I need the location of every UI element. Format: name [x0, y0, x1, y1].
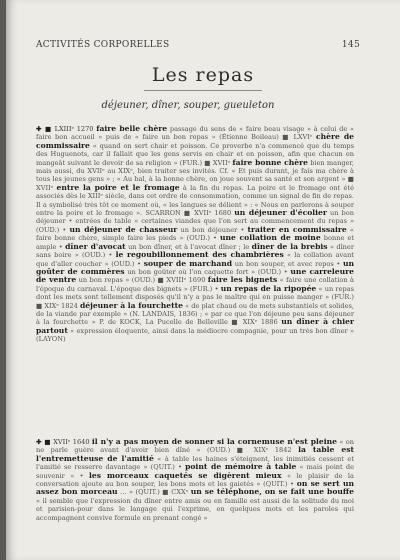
book-page [6, 0, 400, 560]
expression-term: la table est l'entremetteuse de l'amitié [36, 445, 354, 463]
expression-term: il n'y a pas moyen de sonner si la cornemuse n'est pleine [91, 437, 337, 446]
expression-term: dîner de la brebis [251, 241, 328, 251]
expression-gloss: « faire une collation à l'époque du carnaval. L'époque des bignets » (FUR.) • [36, 276, 354, 293]
expression-term: un repas de la ripopée [220, 283, 317, 293]
expression-gloss: « faire bonne chère, simple faire les pieds » (OUD.) • [36, 225, 354, 243]
expression-term: souper de marchand [143, 258, 233, 268]
expression-term: on se sert un assez bon morceau [36, 479, 354, 497]
expression-term: dîner d'avocat [65, 241, 126, 251]
section-title: ACTIVITÉS CORPORELLES [36, 40, 170, 50]
expression-term: un goûter de commères [36, 258, 354, 276]
expression-gloss: à la fin du repas. La poire et le fromage ont été associés dès le XIIIᵉ siècle, dans cet ordre de consommation, comme un signal de fin de repas. Il a symbolisé très tôt ce moment où, « les langues se délient » : « Nous en parlerons à souper entre la poire et le fromage ». SCARRON ■ XVIIᵉ 1680 [36, 183, 354, 218]
entry-marker: ✚ ■ [36, 438, 51, 446]
expression-gloss: « quand on sert chair et poisson. Ce proverbe n'a commencé que du temps des Huguenots, car il fallait que les gens servis en chair et en poisson, afin que chacun en mangeât suivant le devoir de sa religion » (FUR.) ■ XVIIᵉ [36, 141, 354, 167]
entry-marker: ✚ ■ [36, 125, 52, 133]
expression-term: point de mémoire à table [185, 462, 297, 472]
expression-gloss: un bon déjeuner • [180, 225, 245, 234]
expression-term: les morceaux caquetés se digèrent mieux [89, 470, 282, 480]
entry-date: LXIIIᵉ 1270 [54, 125, 94, 133]
expression-term: déjeuner à la fourchette [79, 300, 183, 310]
expression-gloss: « la collation avant que d'aller coucher » (OUD.) • [36, 251, 354, 268]
expression-term: une collation de moine [220, 233, 321, 243]
chapter-title-wrap [6, 64, 400, 91]
expression-term: faire bonne chère [232, 157, 308, 167]
expression-gloss: « de plat chaud ou de mets substantiels et solides, de la viande par exemple » (N. LANDAIS, 1836) ; « par ce que l'on déjeune peu sans déjeuner à la fourchette » P. de KOCK, La Pucelle de Belleville ■ XIXᵉ 1886 [36, 301, 354, 327]
expression-gloss: un bon déjeuner • entrées de table « certaines viandes que l'on sert au commencement du repas » (OUD.) • [36, 209, 354, 234]
expression-term: faire belle chère [96, 124, 168, 133]
expression-gloss: un bon repas » (OUD.) ■ XVIIIᵉ 1690 [78, 276, 206, 285]
expression-gloss: « un repas dont les mets sont tellement disposés qu'il n'y a pas le maître qui en puisse manger » (FUR.) ■ XIXᵉ 1824 [36, 284, 355, 310]
expression-gloss: un bon souper, et avec repos • [234, 259, 341, 268]
expression-term: un déjeuner d'écolier [234, 208, 327, 218]
expression-gloss: bonne et ample • [36, 234, 354, 251]
expression-gloss: passage du sens de « faire beau visage » à celui de « faire bon accueil » puis de « faire un bon repas » (Étienne Boileau) ■ LXVIᵉ [36, 125, 354, 142]
expression-term: un déjeuner de chasseur [69, 224, 178, 234]
entry-paragraph-2 [36, 438, 354, 522]
expression-gloss: « à table les haines s'éteignent, les inimitiés cessent et l'amitié se resserre davantage » (QUIT.) • [36, 454, 354, 472]
expression-gloss: « expression éloquente, ainsi dans la médiocre compagnie, pour un très bon dîner » (LAYON) [36, 326, 354, 344]
expression-gloss: un bon dîner, et à l'avocat dîner ; le [128, 242, 250, 251]
expression-term: un se téléphone, on se fait une bouffe [190, 487, 354, 497]
entry-date: XVIIᵉ 1640 [53, 438, 90, 446]
expression-term: traiter en commissaire [247, 224, 347, 234]
chapter-title: Les repas [144, 64, 262, 91]
expression-term: faire les bignets [207, 275, 278, 285]
expression-term: un dîner à chier partout [36, 317, 354, 335]
expression-gloss: « on ne parle guère avant d'avoir bien dîné » (OUD.) ■ XIXᵉ 1842 [36, 438, 354, 455]
expression-gloss: « dîner sans boire » (OUD.) • [36, 242, 354, 260]
entry-paragraph-1 [36, 125, 354, 344]
expression-term: le regoubillonnement des chambrières [115, 250, 284, 260]
expression-gloss: « il semble que l'expression du dîner entre amis ou en famille est aussi de la solitude du moi et parisien-pour dans le langage qui l'exprime, en quelques mots et les paroles qui accompagnent convive formule en prenant congé » [36, 496, 354, 522]
expression-gloss: « le plaisir de la conversation ajoute au bon souper, les bons mots et les gaietés » (QUIT.) • [36, 471, 354, 489]
expression-term: une carreleure de ventre [36, 266, 354, 285]
page-number: 145 [341, 40, 360, 50]
expression-term: entre la poire et le fromage [56, 182, 180, 192]
expression-gloss: … » (QUIT.) ■ CXXᵉ [120, 488, 189, 497]
expression-gloss: bien manger, mais aussi, du XVIIᵉ au XIXᵉ, bien traiter ses invités. Cf. « Et puis durant, je fais ma chère à tous les jeunes gens » ; « Au bal, à la bonne chère, on joue souvent sa santé et son argent » ■ XVIIᵉ [36, 158, 354, 192]
expression-term: chère de commissaire [36, 132, 355, 150]
expression-gloss: « mais point de souvenir » • [36, 463, 354, 480]
expression-gloss: un bon goûter où l'on caquette fort » (OUD.) • [127, 267, 288, 276]
chapter-subtitle: déjeuner, dîner, souper, gueuleton [101, 100, 275, 111]
